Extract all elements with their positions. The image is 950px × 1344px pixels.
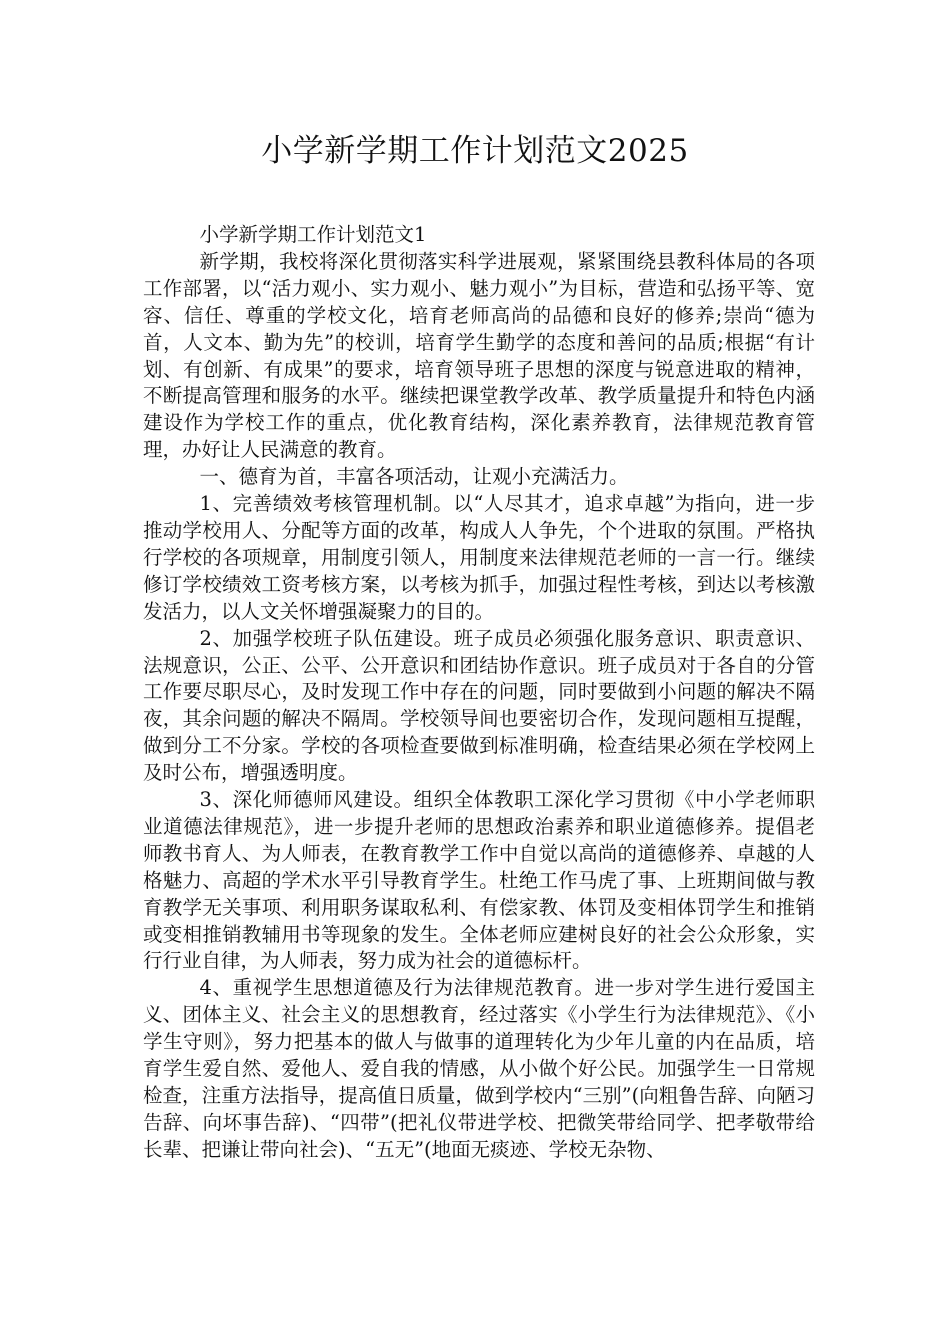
item-paragraph-4: 4、重视学生思想道德及行为法律规范教育。进一步对学生进行爱国主义、团体主义、社会主义的思想教育，经过落实《小学生行为法律规范》、《小学生守则》，努力把基本的做人与做事的道理转化为少年儿童的内在品质，培育学生爱自然、爱他人、爱自我的情感，从小做个好公民。加强学生一日常规检查，注重方法指导，提高值日质量，做到学校内“三别”(向粗鲁告辞、向陋习告辞、向坏事告辞)、“四带”(把礼仪带进学校、把微笑带给同学、把孝敬带给长辈、把谦让带向社会)、“五无”(地面无痰迹、学校无杂物、 [143,976,815,1161]
section-heading: 小学新学期工作计划范文1 [199,223,427,246]
document-title: 小学新学期工作计划范文2025 [261,133,689,169]
item-paragraph-3: 3、深化师德师风建设。组织全体教职工深化学习贯彻《中小学老师职业道德法律规范》，进一步提升老师的思想政治素养和职业道德修养。提倡老师教书育人、为人师表，在教育教学工作中自觉以高尚的道德修养、卓越的人格魅力、高超的学术水平引导教育学生。杜绝工作马虎了事、上班期间做与教育教学无关事项、利用职务谋取私利、有偿家教、体罚及变相体罚学生和推销或变相推销教辅用书等现象的发生。全体老师应建树良好的社会公众形象，实行行业自律，为人师表，努力成为社会的道德标杆。 [143,788,815,973]
document-body [143,222,815,1164]
item-paragraph-1: 1、完善绩效考核管理机制。以“人尽其才，追求卓越”为指向，进一步推动学校用人、分配等方面的改革，构成人人争先，个个进取的氛围。严格执行学校的各项规章，用制度引领人，用制度来法律规范老师的一言一行。继续修订学校绩效工资考核方案，以考核为抓手，加强过程性考核，到达以考核激发活力，以人文关怀增强凝聚力的目的。 [143,492,815,623]
intro-paragraph: 新学期，我校将深化贯彻落实科学进展观，紧紧围绕县教科体局的各项工作部署，以“活力观小、实力观小、魅力观小”为目标，营造和弘扬平等、宽容、信任、尊重的学校文化，培育老师高尚的品德和良好的修养;崇尚“德为首，人文本、勤为先”的校训，培育学生勤学的态度和善问的品质;根据“有计划、有创新、有成果”的要求，培育领导班子思想的深度与锐意进取的精神，不断提高管理和服务的水平。继续把课堂教学改革、教学质量提升和特色内涵建设作为学校工作的重点，优化教育结构，深化素养教育，法律规范教育管理，办好让人民满意的教育。 [143,249,815,462]
item-paragraph-2: 2、加强学校班子队伍建设。班子成员必须强化服务意识、职责意识、法规意识，公正、公平、公开意识和团结协作意识。班子成员对于各自的分管工作要尽职尽心，及时发现工作中存在的问题，同时要做到小问题的解决不隔夜，其余问题的解决不隔周。学校领导间也要密切合作，发现问题相互提醒，做到分工不分家。学校的各项检查要做到标准明确，检查结果必须在学校网上及时公布，增强透明度。 [143,626,815,785]
part-heading: 一、德育为首，丰富各项活动，让观小充满活力。 [199,465,629,489]
